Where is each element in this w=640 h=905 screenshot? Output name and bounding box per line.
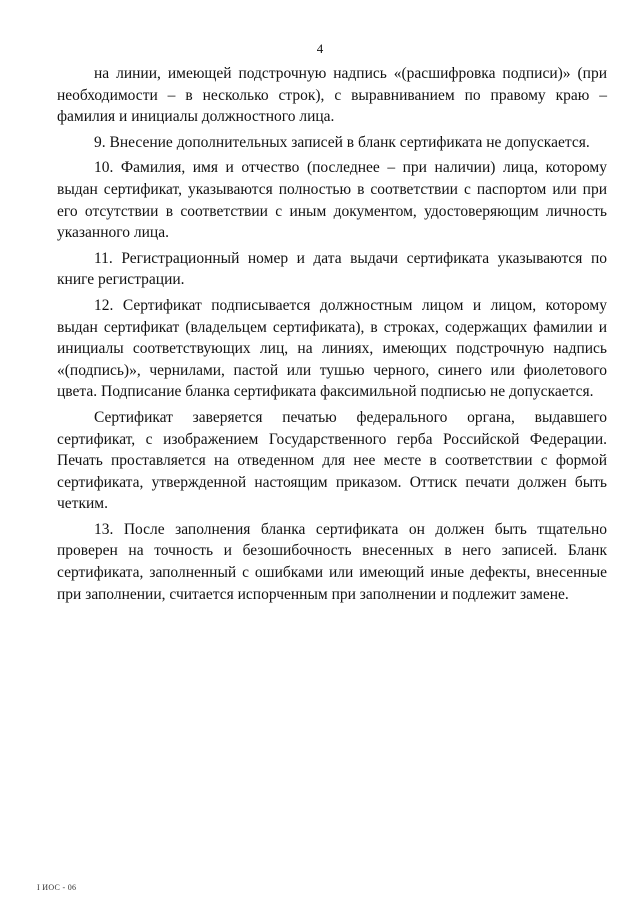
paragraph-seal: Сертификат заверяется печатью федерального органа, выдавшего сертификат, с изображением Государственного герба Российской Федерации. Печать проставляется на отведенном для нее месте в соответствии с формой сертификата, утвержденной настоящим приказом. Оттиск печати должен быть четким. — [57, 408, 607, 513]
paragraph-continuation: на линии, имеющей подстрочную надпись «(расшифровка подписи)» (при необходимости – в несколько строк), с выравниванием по правому краю – фамилия и инициалы должностного лица. — [57, 65, 607, 126]
paragraph-10: 10. Фамилия, имя и отчество (последнее – при наличии) лица, которому выдан сертификат, указываются полностью в соответствии с паспортом или при его отсутствии в соответствии с иным документом, удостоверяющим личность указанного лица. — [57, 159, 607, 242]
paragraph-13: 13. После заполнения бланка сертификата он должен быть тщательно проверен на точность и безошибочность внесенных в него записей. Бланк сертификата, заполненный с ошибками или имеющий иные дефекты, внесенные при заполнении, считается испорченным при заполнении и подлежит замене. — [57, 520, 607, 603]
paragraph-12: 12. Сертификат подписывается должностным лицом и лицом, которому выдан сертификат (владельцем сертификата), в строках, содержащих фамилии и инициалы соответствующих лиц, на линиях, имеющих подстрочную надпись «(подпись)», чернилами, пастой или тушью черного, синего или фиолетового цвета. Подписание бланка сертификата факсимильной подписью не допускается. — [57, 296, 607, 401]
document-body — [57, 63, 607, 605]
paragraph-11: 11. Регистрационный номер и дата выдачи сертификата указываются по книге регистрации. — [57, 249, 607, 289]
footer-code: I ИОС - 06 — [37, 883, 77, 892]
paragraph-9: 9. Внесение дополнительных записей в бланк сертификата не допускается. — [94, 133, 590, 151]
page-number: 4 — [316, 41, 324, 56]
